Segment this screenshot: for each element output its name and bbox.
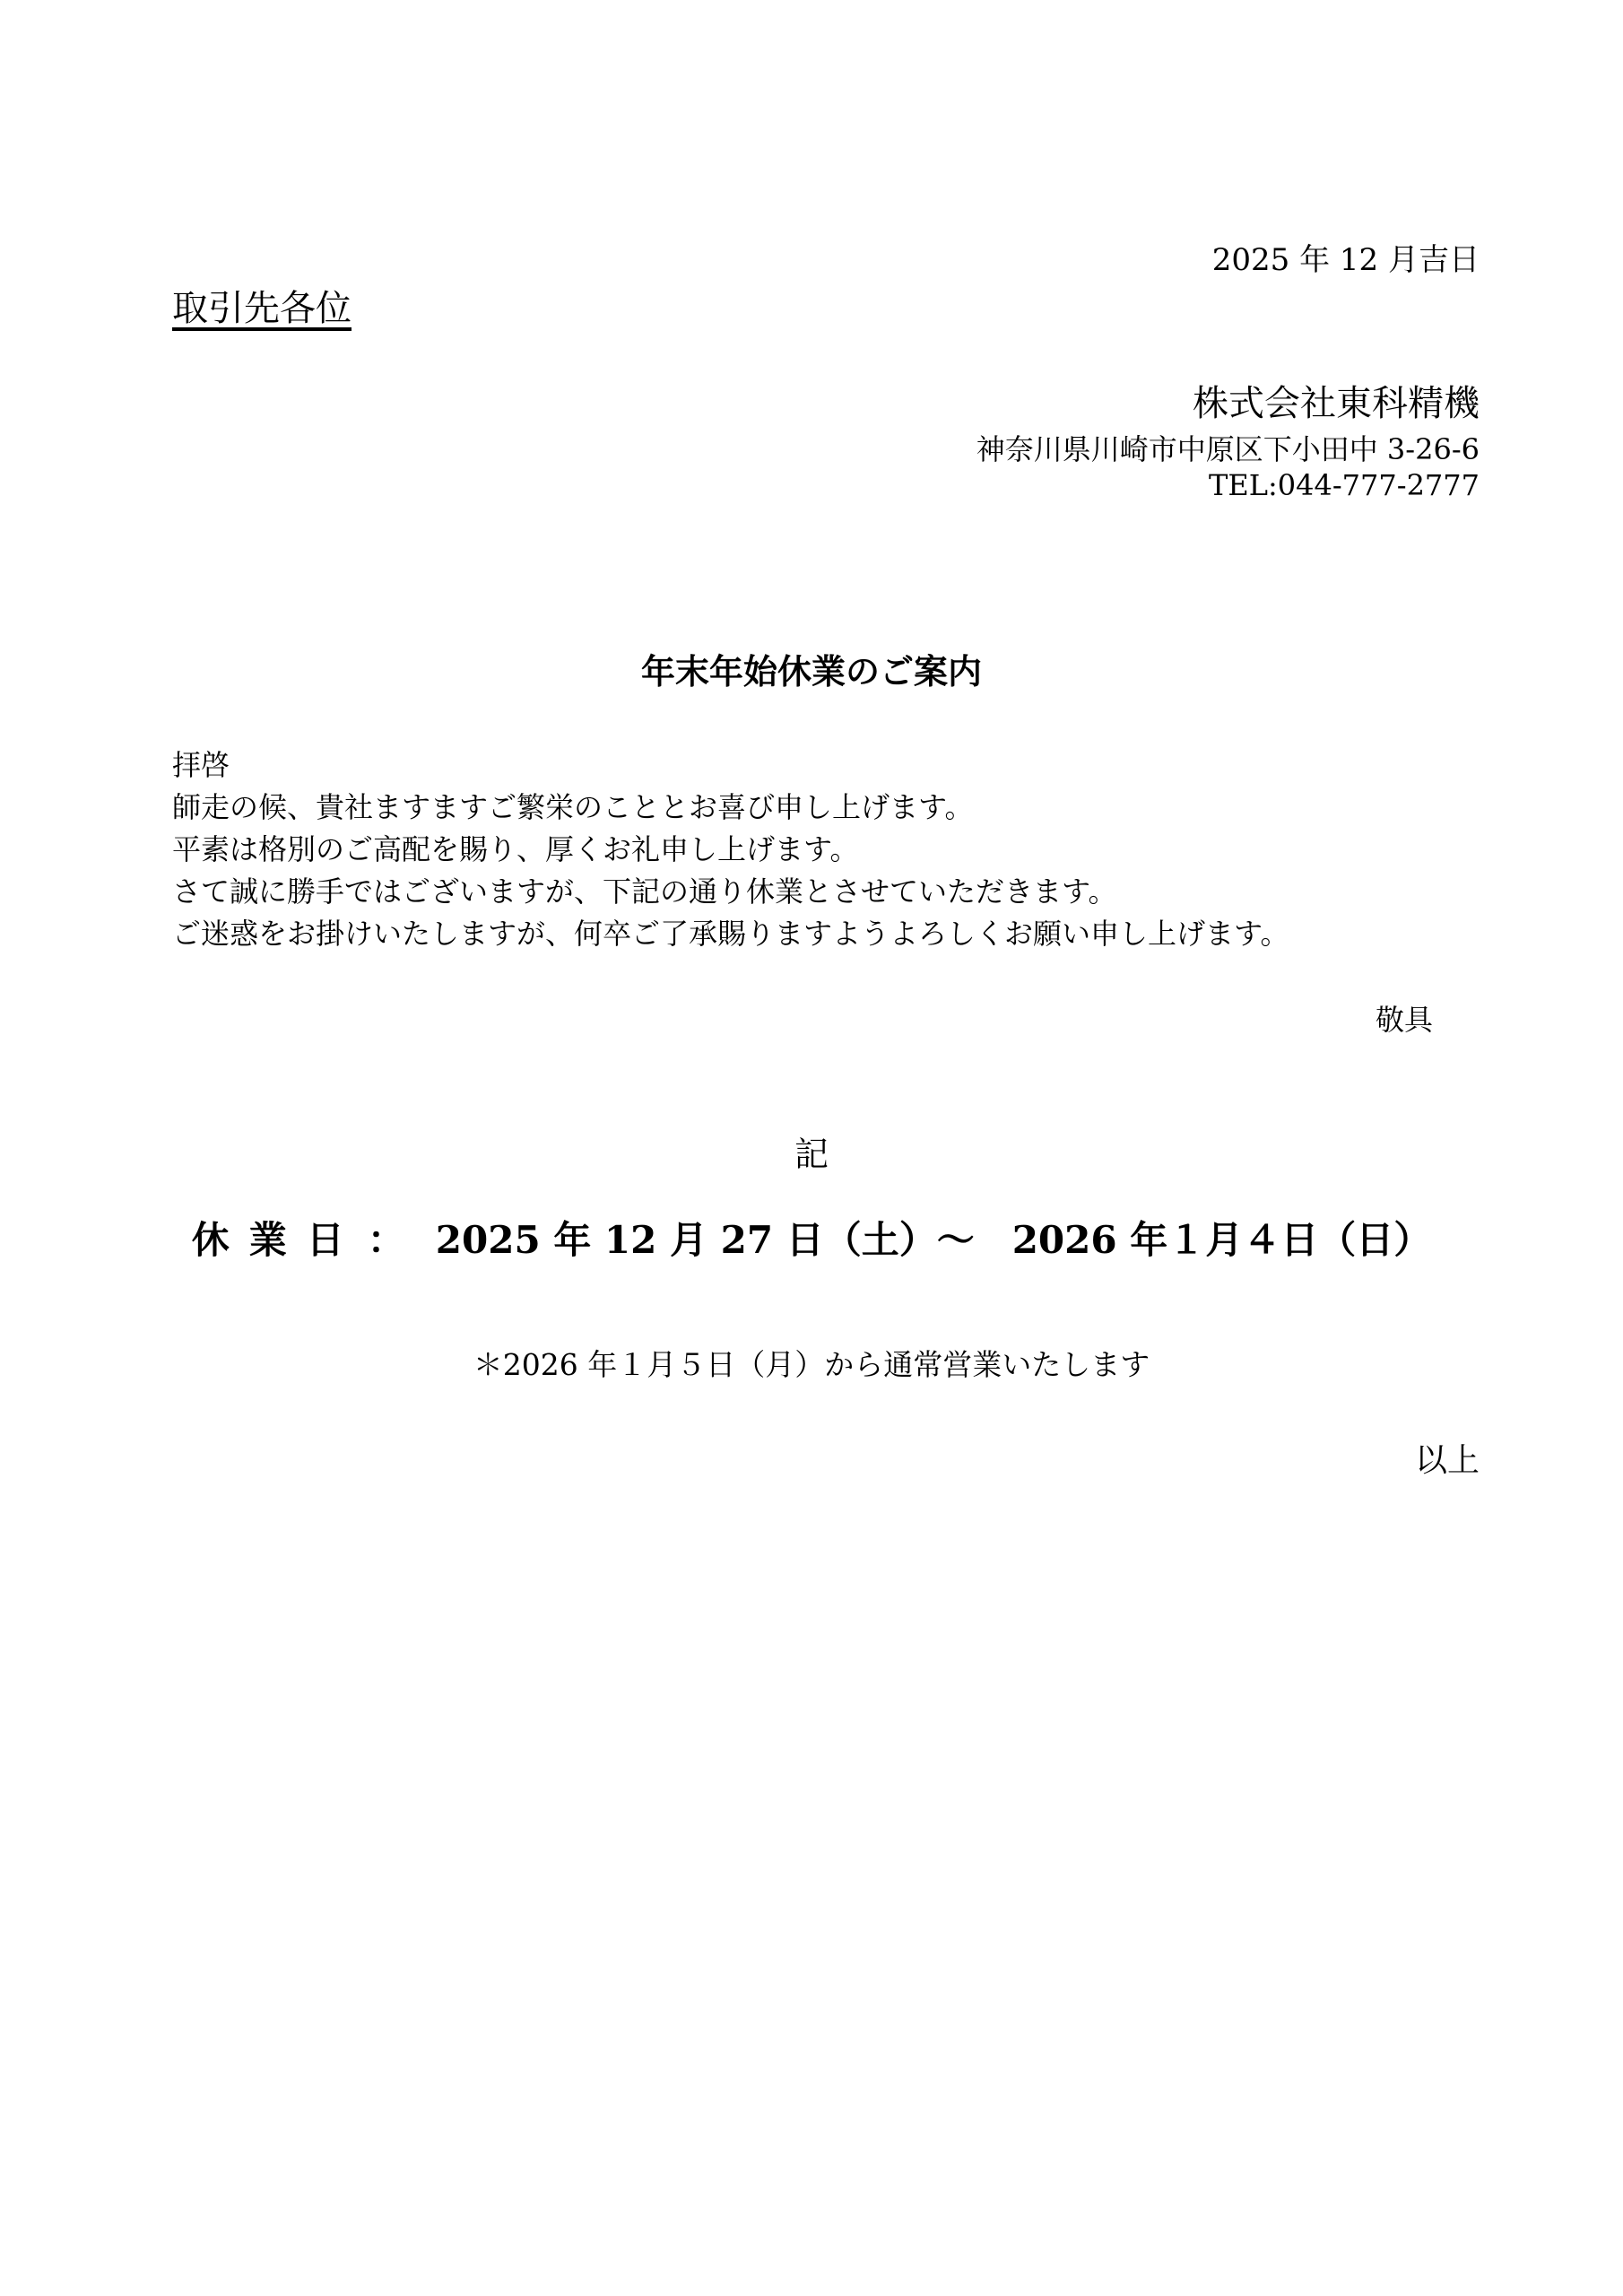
addressee: 取引先各位 bbox=[172, 288, 352, 329]
closing: 敬具 bbox=[1375, 1003, 1433, 1037]
holiday-colon: ： bbox=[367, 1218, 405, 1262]
holiday-period bbox=[0, 1211, 1623, 1265]
letter-body bbox=[172, 744, 1289, 955]
end-mark: 以上 bbox=[1414, 1442, 1480, 1479]
sender-company: 株式会社東科精機 bbox=[1193, 383, 1480, 424]
sender-address: 神奈川県川崎市中原区下小田中 3-26-6 bbox=[976, 432, 1480, 466]
body-line: ご迷惑をお掛けいたしますが、何卒ご了承賜りますようよろしくお願い申し上げます。 bbox=[172, 917, 1289, 951]
holiday-dates: 2025 年 12 月 27 日（土）～ 2026 年１月４日（日） bbox=[435, 1218, 1432, 1262]
ki-heading: 記 bbox=[794, 1135, 829, 1174]
body-line: 師走の候、貴社ますますご繁栄のこととお喜び申し上げます。 bbox=[172, 790, 974, 824]
resume-note: ＊2026 年１月５日（月）から通常営業いたします bbox=[473, 1347, 1150, 1382]
document-title: 年末年始休業のご案内 bbox=[640, 651, 982, 691]
body-line: さて誠に勝手ではございますが、下記の通り休業とさせていただきます。 bbox=[172, 874, 1117, 909]
greeting: 拝啓 bbox=[172, 748, 230, 782]
letter-date: 2025 年 12 月吉日 bbox=[1211, 242, 1480, 278]
holiday-label: 休業日 bbox=[191, 1218, 364, 1262]
body-line: 平素は格別のご高配を賜り、厚くお礼申し上げます。 bbox=[172, 832, 859, 866]
sender-tel: TEL:044-777-2777 bbox=[1209, 468, 1480, 502]
